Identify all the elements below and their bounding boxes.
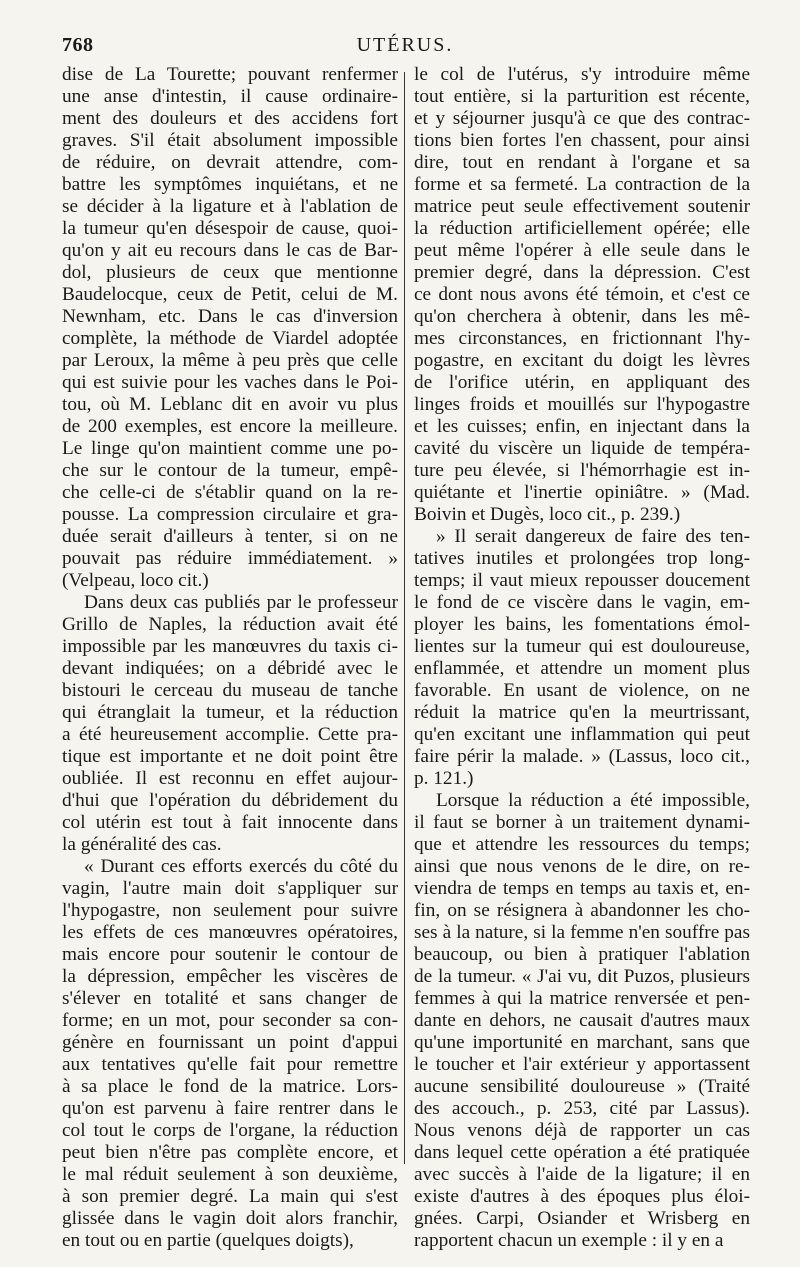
text-line: faire périr la malade. » (Lassus, loco cit., <box>414 746 750 767</box>
text-line: Nous venons déjà de rapporter un cas <box>414 1120 750 1141</box>
text-line: col tout le corps de l'organe, la réduction <box>62 1120 398 1141</box>
text-line: Lorsque la réduction a été impossible, <box>436 790 750 811</box>
text-line: tique est importante et ne doit point être <box>62 746 398 767</box>
text-line: génère en fournissant un point d'appui <box>62 1032 398 1053</box>
text-line: le mal réduit seulement à son deuxième, <box>62 1164 398 1185</box>
text-line: rapportent chacun un exemple : il y en a <box>414 1230 724 1251</box>
text-line: dante en dehors, ne causait d'autres maux <box>414 1010 750 1031</box>
text-line: tout entière, si la parturition est récente, <box>414 86 750 107</box>
right-column <box>414 64 750 1252</box>
text-line: de réduire, on devrait attendre, com- <box>62 152 398 173</box>
text-line: aucune sensibilité douloureuse » (Traité <box>414 1076 750 1097</box>
text-line: ployer les bains, les fomentations émol- <box>414 614 750 635</box>
page-number: 768 <box>62 34 94 56</box>
text-line: impossible par les manœuvres du taxis ci- <box>62 636 398 657</box>
text-line: Dans deux cas publiés par le professeur <box>84 592 398 613</box>
text-line: d'hui que l'opération du débridement du <box>62 790 398 811</box>
running-head: UTÉRUS. <box>356 34 454 56</box>
text-line: mes circonstances, en frictionnant l'hy- <box>414 328 750 349</box>
text-line: fin, on se résignera à abandonner les cho- <box>414 900 750 921</box>
text-line: » Il serait dangereux de faire des ten- <box>436 526 750 547</box>
text-line: Baudelocque, ceux de Petit, celui de M. <box>62 284 398 305</box>
text-line: en tout ou en partie (quelques doigts), <box>62 1230 354 1251</box>
text-line: ce dont nous avons été témoin, et c'est ce <box>414 284 750 305</box>
text-line: ment des douleurs et des accidens fort <box>62 108 398 129</box>
text-line: mais encore pour soutenir le contour de <box>62 944 398 965</box>
text-line: une anse d'intestin, il cause ordinaire- <box>62 86 398 107</box>
text-line: forme et sa fermeté. La contraction de la <box>414 174 750 195</box>
text-line: qu'en excitant une inflammation qui peut <box>414 724 750 745</box>
text-line: s'élever en totalité et sans changer de <box>62 988 398 1009</box>
text-line: glissée dans le vagin doit alors franchir, <box>62 1208 398 1229</box>
text-line: réduit la matrice qu'en la meurtrissant, <box>414 702 750 723</box>
text-line: qu'on y ait eu recours dans le cas de Bar- <box>62 240 398 261</box>
text-line: dans lequel cette opération a été pratiquée <box>414 1142 750 1163</box>
text-line: premier degré, dans la dépression. C'est <box>414 262 750 283</box>
text-line: de la tumeur. « J'ai vu, dit Puzos, plusieurs <box>414 966 750 987</box>
text-line: qui étranglait la tumeur, et la réduction <box>62 702 398 723</box>
text-line: qui est suivie pour les vaches dans le Poi- <box>62 372 398 393</box>
text-line: l'hypogastre, non seulement pour suivre <box>62 900 398 921</box>
text-line: complète, la méthode de Viardel adoptée <box>62 328 398 349</box>
text-line: « Durant ces efforts exercés du côté du <box>84 856 398 877</box>
text-line: de 200 exemples, est encore la meilleure. <box>62 416 398 437</box>
column-divider <box>404 72 405 1164</box>
text-line: bistouri le cerceau du museau de tanche <box>62 680 398 701</box>
text-line: p. 121.) <box>414 768 474 789</box>
text-line: quiétante et l'inertie opiniâtre. » (Mad. <box>414 482 750 503</box>
text-line: a été heureusement accomplie. Cette pra- <box>62 724 398 745</box>
text-line: avec succès à l'aide de la ligature; il en <box>414 1164 750 1185</box>
text-line: des accouch., p. 253, cité par Lassus). <box>414 1098 750 1119</box>
text-line: dire, tout en rendant à l'organe et sa <box>414 152 750 173</box>
text-line: la réduction artificiellement opérée; elle <box>414 218 750 239</box>
text-line: col utérin est tout à fait innocente dans <box>62 812 398 833</box>
text-line: de l'orifice utérin, en appliquant des <box>414 372 750 393</box>
text-line: che celle-ci de s'établir quand on la re- <box>62 482 398 503</box>
text-line: la dépression, empêcher les viscères de <box>62 966 398 987</box>
text-line: la tumeur qu'en désespoir de cause, quoi- <box>62 218 398 239</box>
text-line: femmes à qui la matrice renversée et pen- <box>414 988 750 1009</box>
text-line: par Leroux, la même à peu près que celle <box>62 350 398 371</box>
text-line: ture peu élevée, si l'hémorrhagie est in- <box>414 460 750 481</box>
text-line: devant indiquées; on a débridé avec le <box>62 658 398 679</box>
text-line: se décider à la ligature et à l'ablation de <box>62 196 398 217</box>
text-line: et y séjourner jusqu'à ce que des contrac- <box>414 108 750 129</box>
text-line: le toucher et l'air extérieur y apportassent <box>414 1054 750 1075</box>
text-line: qu'on est parvenu à faire rentrer dans le <box>62 1098 398 1119</box>
text-line: pouvait pas réduire immédiatement. » <box>62 548 398 569</box>
text-line: que et attendre les ressources du temps; <box>414 834 750 855</box>
text-line: favorable. En usant de violence, on ne <box>414 680 750 701</box>
text-line: les effets de ces manœuvres opératoires, <box>62 922 398 943</box>
text-line: oubliée. Il est reconnu en effet aujour- <box>62 768 398 789</box>
text-line: pogastre, en excitant du doigt les lèvres <box>414 350 750 371</box>
text-line: battre les symptômes inquiétans, et ne <box>62 174 398 195</box>
text-line: qu'on cherchera à obtenir, dans les mê- <box>414 306 750 327</box>
text-line: che sur le contour de la tumeur, empê- <box>62 460 398 481</box>
text-line: matrice peut seule effectivement soutenir <box>414 196 750 217</box>
text-line: lientes sur la tumeur qui est douloureuse, <box>414 636 750 657</box>
text-line: dise de La Tourette; pouvant renfermer <box>62 64 398 85</box>
text-line: la généralité des cas. <box>62 834 222 855</box>
text-line: forme; en un mot, pour seconder sa con- <box>62 1010 398 1031</box>
page-header <box>62 34 748 62</box>
text-line: et les cuisses; enfin, en injectant dans la <box>414 416 750 437</box>
text-line: ainsi que nous venons de le dire, on re- <box>414 856 750 877</box>
text-line: tions bien fortes l'en chassent, pour ainsi <box>414 130 750 151</box>
text-line: dol, plusieurs de ceux que mentionne <box>62 262 398 283</box>
text-line: à son premier degré. La main qui s'est <box>62 1186 398 1207</box>
text-line: à sa place le fond de la matrice. Lors- <box>62 1076 398 1097</box>
text-line: Boivin et Dugès, loco cit., p. 239.) <box>414 504 681 525</box>
text-line: aux tentatives qu'elle fait pour remettre <box>62 1054 398 1075</box>
text-line: Grillo de Naples, la réduction avait été <box>62 614 398 635</box>
text-line: linges froids et mouillés sur l'hypogastre <box>414 394 750 415</box>
text-line: (Velpeau, loco cit.) <box>62 570 209 591</box>
text-line: peut bien n'être pas complète encore, et <box>62 1142 398 1163</box>
text-line: le fond de ce viscère dans le vagin, em- <box>414 592 750 613</box>
text-line: graves. S'il était absolument impossible <box>62 130 398 151</box>
text-line: enflammée, et attendre un moment plus <box>414 658 750 679</box>
text-line: tou, où M. Leblanc dit en avoir vu plus <box>62 394 398 415</box>
left-column <box>62 64 398 1252</box>
text-line: qu'une importunité en marchant, sans que <box>414 1032 750 1053</box>
text-line: vagin, l'autre main doit s'appliquer sur <box>62 878 398 899</box>
text-line: existe d'autres à des époques plus éloi- <box>414 1186 750 1207</box>
text-line: temps; il vaut mieux repousser doucement <box>414 570 750 591</box>
text-line: pousse. La compression circulaire et gra- <box>62 504 398 525</box>
text-line: viendra de temps en temps au taxis et, en- <box>414 878 750 899</box>
text-line: gnées. Carpi, Osiander et Wrisberg en <box>414 1208 750 1229</box>
text-line: Newnham, etc. Dans le cas d'inversion <box>62 306 398 327</box>
text-line: cavité du viscère un liquide de tempéra- <box>414 438 750 459</box>
text-line: il faut se borner à un traitement dynami- <box>414 812 750 833</box>
text-line: le col de l'utérus, s'y introduire même <box>414 64 750 85</box>
text-line: Le linge qu'on maintient comme une po- <box>62 438 398 459</box>
text-line: tatives inutiles et prolongées trop long- <box>414 548 750 569</box>
text-line: duée serait d'ailleurs à tenter, si on ne <box>62 526 398 547</box>
text-line: ses à la nature, si la femme n'en souffre pas <box>414 922 750 943</box>
text-line: beaucoup, ou bien à pratiquer l'ablation <box>414 944 750 965</box>
text-line: peut même l'opérer à elle seule dans le <box>414 240 750 261</box>
